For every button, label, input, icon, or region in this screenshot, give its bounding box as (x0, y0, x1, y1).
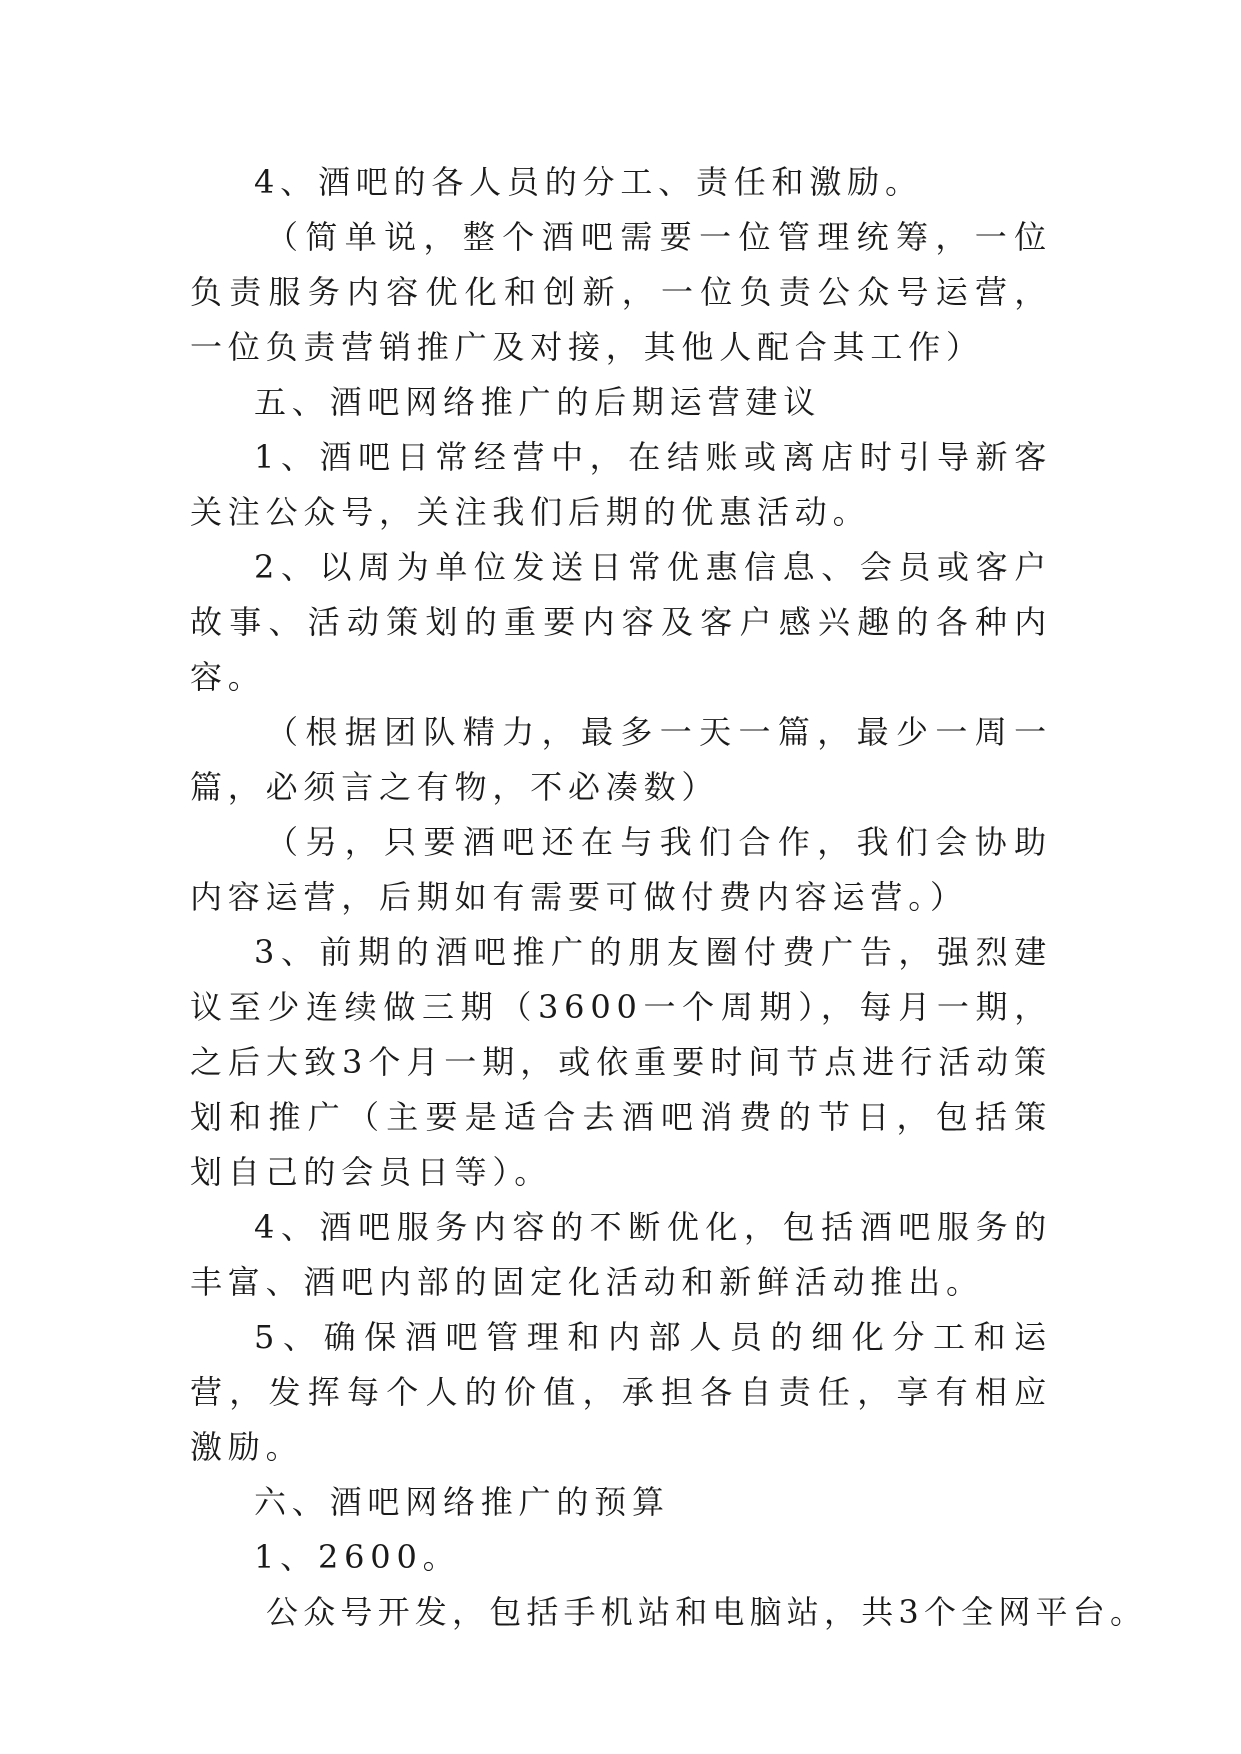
paragraph-paid-ads: 3、前期的酒吧推广的朋友圈付费广告，强烈建议至少连续做三期（3600一个周期），每月一期，之后大致3个月一期，或依重要时间节点进行活动策划和推广（主要是适合去酒吧消费的节日，包括策划自己的会员日等）。 (190, 933, 1052, 1191)
paragraph-management: 5、确保酒吧管理和内部人员的细化分工和运营，发挥每个人的价值，承担各自责任，享有相应激励。 (190, 1318, 1052, 1466)
paragraph-budget-amount: 1、2600。 (254, 1538, 461, 1576)
section-heading-operations: 五、酒吧网络推广的后期运营建议 (254, 383, 822, 421)
paragraph-frequency-note: （根据团队精力，最多一天一篇，最少一周一篇，必须言之有物，不必凑数） (190, 713, 1052, 806)
paragraph-staff-duties: 4、酒吧的各人员的分工、责任和激励。 (254, 163, 923, 201)
paragraph-service-optimization: 4、酒吧服务内容的不断优化，包括酒吧服务的丰富、酒吧内部的固定化活动和新鲜活动推出。 (190, 1208, 1052, 1301)
paragraph-guide-customers: 1、酒吧日常经营中，在结账或离店时引导新客关注公众号，关注我们后期的优惠活动。 (190, 438, 1052, 531)
paragraph-platform-development: 公众号开发，包括手机站和电脑站，共3个全网平台。 (266, 1593, 1148, 1631)
document-body (190, 155, 1148, 1640)
paragraph-staff-note: （简单说，整个酒吧需要一位管理统筹，一位负责服务内容优化和创新，一位负责公众号运营，一位负责营销推广及对接，其他人配合其工作） (190, 218, 1052, 366)
section-heading-budget: 六、酒吧网络推广的预算 (254, 1483, 670, 1521)
paragraph-weekly-content: 2、以周为单位发送日常优惠信息、会员或客户故事、活动策划的重要内容及客户感兴趣的各种内容。 (190, 548, 1052, 696)
paragraph-cooperation-note: （另，只要酒吧还在与我们合作，我们会协助内容运营，后期如有需要可做付费内容运营。） (190, 823, 1052, 916)
